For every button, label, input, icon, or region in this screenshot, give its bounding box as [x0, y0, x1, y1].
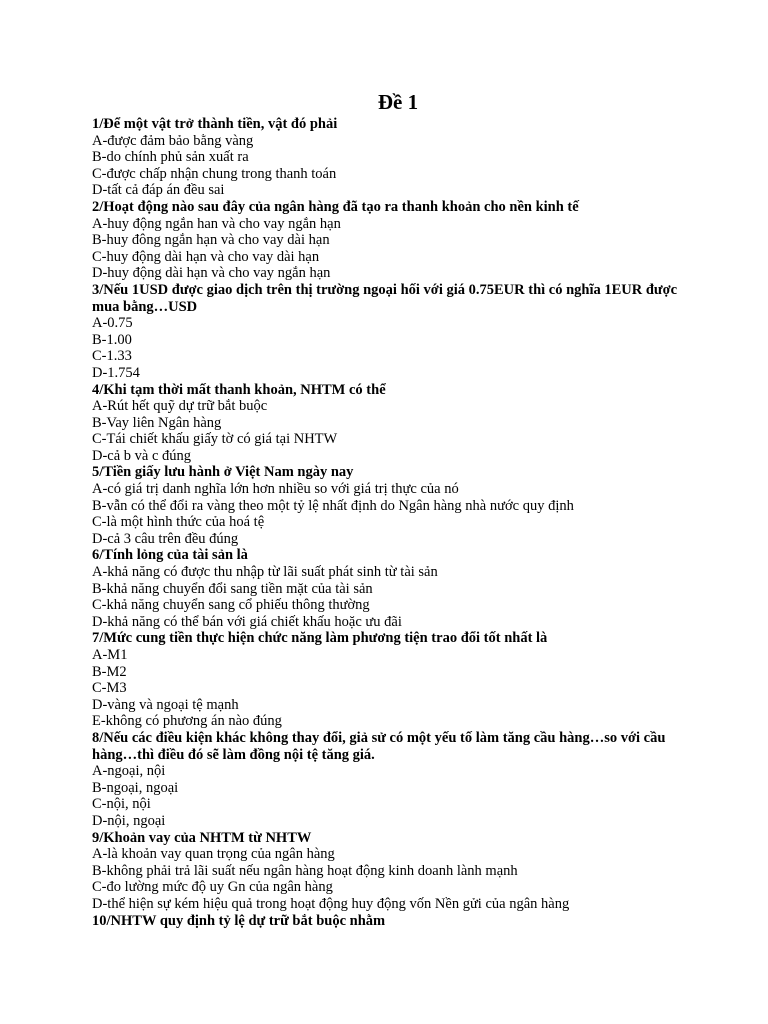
question-1	[92, 116, 692, 199]
option-b: B-M2	[92, 663, 127, 680]
option-e: E-không có phương án nào đúng	[92, 713, 282, 730]
option-c: C-được chấp nhận chung trong thanh toán	[92, 165, 337, 182]
document-title: Đề 1	[377, 90, 419, 114]
option-c: C-huy động dài hạn và cho vay dài hạn	[92, 248, 320, 265]
question-5	[92, 464, 692, 547]
option-c: C-khả năng chuyển sang cổ phiếu thông thường	[92, 597, 370, 614]
question-9	[92, 830, 692, 913]
option-d: D-huy động dài hạn và cho vay ngắn hạn	[92, 265, 331, 282]
option-a: A-Rút hết quỹ dự trữ bắt buộc	[92, 398, 268, 415]
question-text: 10/NHTW quy định tỷ lệ dự trữ bắt buộc nhằm	[92, 912, 386, 929]
option-b: B-ngoại, ngoại	[92, 779, 179, 796]
option-a: A-ngoại, nội	[92, 763, 166, 780]
option-a: A-huy động ngắn han và cho vay ngắn hạn	[92, 215, 341, 232]
option-d: D-thể hiện sự kém hiệu quả trong hoạt động huy động vốn Nền gửi của ngân hàng	[92, 895, 570, 912]
option-c: C-đo lường mức độ uy Gn của ngân hàng	[92, 879, 333, 896]
option-d: D-tất cả đáp án đều sai	[92, 182, 225, 199]
question-text: 6/Tính lỏng của tài sản là	[92, 547, 248, 564]
question-2	[92, 199, 692, 282]
option-d: D-nội, ngoại	[92, 812, 166, 829]
option-b: B-huy đông ngắn hạn và cho vay dài hạn	[92, 232, 330, 249]
question-text: 2/Hoạt động nào sau đây của ngân hàng đã tạo ra thanh khoản cho nền kinh tế	[92, 198, 579, 215]
option-a: A-được đảm bảo bằng vàng	[92, 132, 254, 149]
question-8	[92, 730, 692, 830]
question-text: 4/Khi tạm thời mất thanh khoản, NHTM có thể	[92, 381, 386, 398]
question-text: 9/Khoản vay của NHTM từ NHTW	[92, 829, 312, 846]
option-c: C-nội, nội	[92, 796, 151, 813]
option-d: D-cả b và c đúng	[92, 447, 192, 464]
question-text: 5/Tiền giấy lưu hành ở Việt Nam ngày nay	[92, 464, 354, 481]
option-b: B-do chính phủ sản xuất ra	[92, 149, 249, 166]
option-d: D-1.754	[92, 364, 140, 381]
option-c: C-là một hình thức của hoá tệ	[92, 514, 265, 531]
option-b: B-khả năng chuyển đổi sang tiền mặt của tài sản	[92, 580, 373, 597]
option-d: D-cả 3 câu trên đều đúng	[92, 530, 239, 547]
option-d: D-vàng và ngoại tệ mạnh	[92, 696, 239, 713]
document-page	[92, 88, 692, 929]
question-text: 3/Nếu 1USD được giao dịch trên thị trường ngoại hối với giá 0.75EUR thì có nghĩa 1EUR được mua bằng…USD	[92, 281, 678, 315]
question-text: 7/Mức cung tiền thực hiện chức năng làm phương tiện trao đổi tốt nhất là	[92, 630, 548, 647]
question-text: 8/Nếu các điều kiện khác không thay đổi, giả sử có một yếu tố làm tăng cầu hàng…so với cầu hàng…thì điều đó sẽ làm đồng nội tệ tăng giá.	[92, 729, 666, 763]
option-c: C-1.33	[92, 348, 132, 365]
question-6	[92, 547, 692, 630]
option-d: D-khả năng có thể bán với giá chiết khấu hoặc ưu đãi	[92, 613, 402, 630]
option-b: B-không phải trả lãi suất nếu ngân hàng hoạt động kinh doanh lành mạnh	[92, 862, 518, 879]
question-4	[92, 382, 692, 465]
option-b: B-1.00	[92, 331, 132, 348]
option-b: B-vẫn có thể đổi ra vàng theo một tỷ lệ nhất định do Ngân hàng nhà nước quy định	[92, 497, 574, 514]
option-a: A-khả năng có được thu nhập từ lãi suất phát sinh từ tài sản	[92, 564, 438, 581]
question-10	[92, 913, 692, 930]
option-b: B-Vay liên Ngân hàng	[92, 414, 222, 431]
option-a: A-có giá trị danh nghĩa lớn hơn nhiều so với giá trị thực của nó	[92, 481, 459, 498]
option-a: A-0.75	[92, 315, 133, 332]
option-a: A-M1	[92, 647, 128, 663]
question-7	[92, 630, 692, 730]
option-a: A-là khoản vay quan trọng của ngân hàng	[92, 846, 335, 863]
option-c: C-M3	[92, 680, 127, 697]
question-3	[92, 282, 692, 382]
question-text: 1/Để một vật trở thành tiền, vật đó phải	[92, 116, 338, 132]
option-c: C-Tái chiết khấu giấy tờ có giá tại NHTW	[92, 431, 338, 448]
